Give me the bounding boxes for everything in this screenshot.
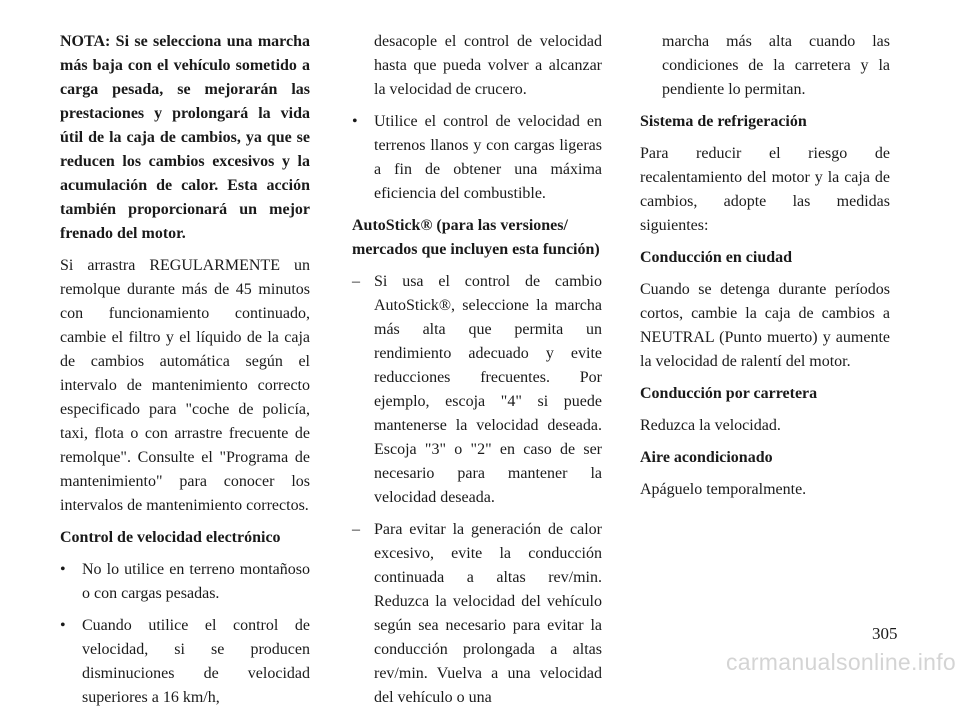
dash-icon: – <box>352 273 360 290</box>
bullet-text: Cuando utilice el control de velocidad, si se producen disminuciones de velocidad superiores a 16 km/h, <box>82 617 310 706</box>
dash-item <box>352 518 602 710</box>
section-heading-cooling: Sistema de refrigeración <box>640 113 807 130</box>
bullet-text: No lo utilice en terreno montañoso o con cargas pesadas. <box>82 561 310 602</box>
bullet-item <box>352 110 602 206</box>
dash-icon: – <box>352 521 360 538</box>
section-heading-speed-control: Control de velocidad electrónico <box>60 529 281 546</box>
highway-paragraph: Reduzca la velocidad. <box>640 417 781 434</box>
dash-continuation: marcha más alta cuando las condiciones de la carretera y la pendiente lo permitan. <box>662 33 890 98</box>
column-2 <box>352 30 602 718</box>
bullet-item <box>60 614 310 710</box>
bullet-continuation: desacople el control de velocidad hasta que pueda volver a alcanzar la velocidad de crucero. <box>374 33 602 98</box>
watermark: carmanualsonline.info <box>725 649 956 675</box>
column-3 <box>640 30 890 510</box>
column-1 <box>60 30 310 718</box>
section-heading-autostick: AutoStick® (para las versiones/ mercados que incluyen esta función) <box>352 217 600 258</box>
dash-item <box>352 270 602 510</box>
dash-text: Para evitar la generación de calor excesivo, evite la conducción continuada a altas rev/min. Reduzca la velocidad del vehículo según sea necesario para evitar la conducción prolongada a altas rev/min. Vuelva a una velocidad del vehículo o una <box>374 521 602 706</box>
city-paragraph: Cuando se detenga durante períodos cortos, cambie la caja de cambios a NEUTRAL (Punto muerto) y aumente la velocidad de ralentí del motor. <box>640 281 890 370</box>
cooling-paragraph: Para reducir el riesgo de recalentamiento del motor y la caja de cambios, adopte las medidas siguientes: <box>640 145 890 234</box>
section-heading-ac: Aire acondicionado <box>640 449 773 466</box>
bullet-item <box>60 558 310 606</box>
towing-paragraph: Si arrastra REGULARMENTE un remolque durante más de 45 minutos con funcionamiento continuado, cambie el filtro y el líquido de la caja de cambios automática según el intervalo de mantenimiento correcto especificado para "coche de policía, taxi, flota o con arrastre frecuente de remolque". Consulte el "Programa de mantenimiento" para conocer los intervalos de mantenimiento correctos. <box>60 257 310 514</box>
bullet-icon: • <box>60 561 66 578</box>
dash-text: Si usa el control de cambio AutoStick®, seleccione la marcha más alta que permita un rendimiento adecuado y evite reducciones frecuentes. Por ejemplo, escoja "4" si puede mantenerse la velocidad deseada. Escoja "3" o "2" en caso de ser necesario para mantener la velocidad deseada. <box>374 273 602 506</box>
section-heading-highway: Conducción por carretera <box>640 385 818 402</box>
bullet-icon: • <box>352 113 358 130</box>
section-heading-city: Conducción en ciudad <box>640 249 793 266</box>
page-number: 305 <box>872 624 898 643</box>
ac-paragraph: Apáguelo temporalmente. <box>640 481 807 498</box>
bullet-text: Utilice el control de velocidad en terrenos llanos y con cargas ligeras a fin de obtener una máxima eficiencia del combustible. <box>374 113 602 202</box>
note-paragraph: NOTA: Si se selecciona una marcha más baja con el vehículo sometido a carga pesada, se mejorarán las prestaciones y prolongará la vida útil de la caja de cambios, ya que se reducen los cambios excesivos y la acumulación de calor. Esta acción también proporcionará un mejor frenado del motor. <box>60 33 310 242</box>
bullet-icon: • <box>60 617 66 634</box>
